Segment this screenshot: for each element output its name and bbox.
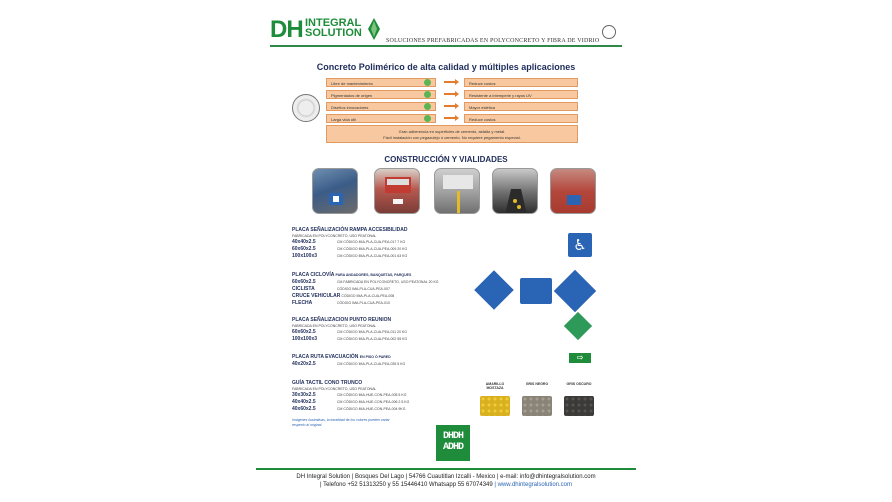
tile-dark-gray xyxy=(564,396,594,416)
logo-line1: INTEGRAL xyxy=(305,17,362,29)
photo-bus-lane xyxy=(374,168,420,214)
benefit-row xyxy=(326,102,578,111)
tile-yellow xyxy=(480,396,510,416)
footer-contact: DH Integral Solution | Bosques Del Lago | 54766 Cuautitlan Izcalli - Mexico | e-mail: info@dhintegralsolution.com xyxy=(296,474,596,480)
section-title: CONSTRUCCIÓN Y VIALIDADES xyxy=(384,155,508,164)
product-title: GUÍA TACTIL CONO TRUNCO xyxy=(292,380,363,386)
quality-seal-icon xyxy=(292,94,320,122)
note-line: Fácil instalación con pegazulejo ó cemento. No requiere pegamento especial. xyxy=(383,135,521,140)
certification-seal-icon xyxy=(602,25,616,39)
benefit-row xyxy=(326,78,578,87)
benefit-row xyxy=(326,90,578,99)
check-icon xyxy=(424,115,431,122)
product-spec: 40x20x2.5 CM CÓDIGO IMA-PLA-CUA-PEA-035 5 KG xyxy=(292,361,406,367)
photo-accessibility-ramp xyxy=(312,168,358,214)
header-divider xyxy=(270,45,622,47)
check-icon xyxy=(424,79,431,86)
product-spec: 60x60x2.5 CM CÓDIGO IMA-PLA-CUA-PEA-009 20 KG xyxy=(292,246,408,252)
benefit-feature: Pigmentados de origen xyxy=(326,90,436,99)
brochure-page xyxy=(256,0,636,502)
photo-tactile-path xyxy=(492,168,538,214)
benefit-feature: Diseños innovadores xyxy=(326,102,436,111)
meeting-point-icon xyxy=(564,312,592,340)
tile-color-label: AMARILLO MOSTAZA xyxy=(485,382,505,390)
wheelchair-icon: ♿ xyxy=(568,233,592,257)
product-title: PLACA SEÑALIZACION PUNTO REUNION xyxy=(292,317,392,323)
product-title: PLACA SEÑALIZACIÓN RAMPA ACCESIBILIDAD xyxy=(292,227,408,233)
product-spec: 40x40x2.5 CM CÓDIGO IMA-HUE-CON-PEA-006 2.5 KG xyxy=(292,399,410,405)
footer-phones xyxy=(256,482,636,488)
evacuation-arrow-icon: ⇨ xyxy=(569,353,591,363)
product-cycle-plate xyxy=(292,272,439,306)
product-subtitle: FABRICADA EN POLYCONCRETO, USO PEATONAL xyxy=(292,234,377,238)
benefit-result: Reduce costos xyxy=(464,114,578,123)
product-spec: 40x60x2.5 CM CÓDIGO IMA-HUE-CON-PEA-004 9KG xyxy=(292,406,406,412)
cyclist-sign-icon xyxy=(554,270,596,312)
benefit-feature: Larga vida útil xyxy=(326,114,436,123)
check-icon xyxy=(424,91,431,98)
product-subtitle: FABRICADA EN POLYCONCRETO, USO PEATONAL xyxy=(292,324,377,328)
product-spec: 60x60x2.5 CM FABRICADA EN POLYCONCRETO, USO PEATONAL 20 KG xyxy=(292,279,439,285)
benefit-result: Mayor estética xyxy=(464,102,578,111)
footer-divider xyxy=(256,468,636,470)
product-tactile-guide xyxy=(292,380,409,412)
product-subtitle: FABRICADA EN POLYCONCRETO, USO PEATONAL xyxy=(292,387,377,391)
benefit-row xyxy=(326,114,578,123)
product-title: PLACA RUTA EVACUACIÓN EN PISO Ó PARED xyxy=(292,354,391,360)
vehicle-crossing-sign-icon xyxy=(520,278,552,304)
arrow-right-icon xyxy=(444,81,456,83)
product-title: PLACA CICLOVÍA PARA ANDADORES, BANQUETAS, PARQUES xyxy=(292,272,412,278)
benefits-title: Concreto Polimérico de alta calidad y múltiples aplicaciones xyxy=(316,62,576,72)
product-spec: 40x40x2.5 CM CÓDIGO IMA-PLA-CUA-PEA-017 7 KG xyxy=(292,239,406,245)
arrow-right-icon xyxy=(444,117,456,119)
product-spec: 100x100x3 CM CÓDIGO IMA-PLA-CUA-PEA-002 55 KG xyxy=(292,336,408,342)
company-tagline: SOLUCIONES PREFABRICADAS EN POLYCONCRETO Y FIBRA DE VIDRIO xyxy=(386,38,600,44)
product-spec: 60x60x2.5 CM CÓDIGO IMA-PLA-CUA-PEA-011 20 KG xyxy=(292,329,407,335)
tile-color-label: GRIS NEGRO xyxy=(525,382,549,386)
website-link[interactable]: | www.dhintegralsolution.com xyxy=(494,482,573,488)
product-spec: CICLISTA CÓDIGO IMA-PLA-CUA-PEA-007 xyxy=(292,286,390,292)
check-icon xyxy=(424,103,431,110)
leaf-icon xyxy=(368,18,380,40)
note-line: Gran adherencia en superficies de cemento, asfalto y metal. xyxy=(398,129,506,134)
bottom-logo: DHDH ADHD xyxy=(436,425,470,461)
photo-cycle-lane xyxy=(550,168,596,214)
arrow-right-icon xyxy=(444,105,456,107)
photo-metro-station xyxy=(434,168,480,214)
tile-gray xyxy=(522,396,552,416)
footer-phone-text: | Telefono +52 51313250 y 55 15446410 Whatsapp 55 67074349 xyxy=(319,482,493,488)
product-spec: 100x100x3 CM CÓDIGO IMA-PLA-CUA-PEA-001 63 KG xyxy=(292,253,408,259)
product-meeting-point-plate xyxy=(292,317,407,342)
tile-color-label: GRIS OSCURO xyxy=(566,382,592,386)
benefits-note xyxy=(326,125,578,143)
benefit-result: Reduce costos xyxy=(464,78,578,87)
arrow-right-icon xyxy=(444,93,456,95)
logo-line2: SOLUTION xyxy=(305,27,362,39)
benefit-result: Resistente a intemperie y rayos UV xyxy=(464,90,578,99)
color-disclaimer: Imágenes ilustrativas, la tonalidad de los colores pueden variar respecto al original xyxy=(292,418,390,427)
arrow-sign-icon xyxy=(474,270,514,310)
product-accessibility-plate xyxy=(292,227,407,259)
product-spec: 30x30x2.5 CM CÓDIGO IMA-HUE-CON-PEA-005 5 KG xyxy=(292,392,407,398)
logo-dh-mark: DH xyxy=(270,16,303,43)
product-spec: FLECHA CÓDIGO IMA-PLA-CUA-PEA-010 xyxy=(292,300,390,306)
product-evacuation-plate xyxy=(292,354,405,367)
product-spec: CRUCE VEHICULAR CÓDIGO IMA-PLA-CUA-PEA-008 xyxy=(292,293,395,299)
logo-wordmark xyxy=(305,18,375,38)
benefit-feature: Libre de mantenimiento xyxy=(326,78,436,87)
